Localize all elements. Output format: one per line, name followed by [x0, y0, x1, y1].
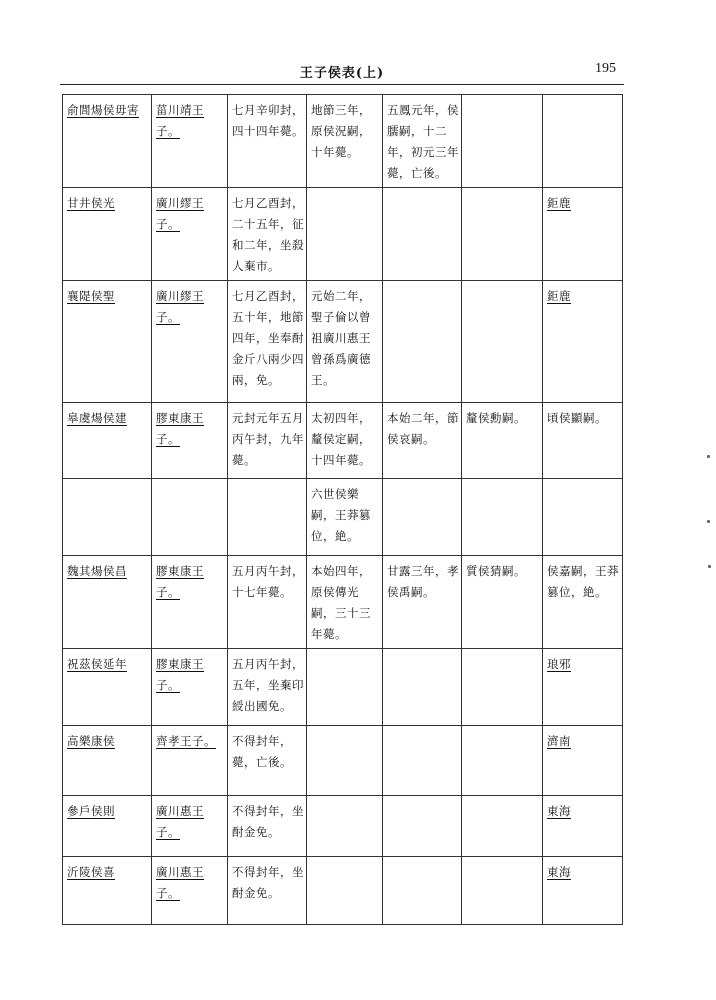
cell-text: 六世侯樂嗣，王莽篡位，絶。 — [311, 487, 371, 543]
table-cell — [63, 403, 152, 479]
table-cell — [228, 726, 307, 796]
lineage-text: 膠東康王子。 — [156, 657, 204, 692]
table-cell — [152, 479, 228, 556]
table-cell — [307, 479, 383, 556]
table-cell — [543, 556, 623, 649]
marquis-table — [62, 94, 623, 925]
scan-speck — [708, 565, 711, 568]
page-header — [62, 58, 622, 84]
cell-text: 頃侯顯嗣。 — [547, 411, 607, 425]
table-cell — [152, 649, 228, 726]
table-cell — [152, 796, 228, 857]
table-cell — [543, 403, 623, 479]
table-cell — [462, 188, 543, 281]
page-number: 195 — [595, 61, 616, 76]
table-cell — [63, 188, 152, 281]
marquis-name: 襄隄侯聖 — [67, 289, 115, 303]
marquis-name: 甘井侯光 — [67, 196, 115, 210]
table-cell — [543, 188, 623, 281]
table-cell — [383, 281, 462, 403]
header-rule — [60, 84, 624, 85]
scan-speck — [707, 455, 710, 458]
cell-text: 七月乙酉封，二十五年，征和二年，坐殺人棄市。 — [232, 196, 304, 273]
table-cell — [63, 281, 152, 403]
cell-text: 五月丙午封，十七年薨。 — [232, 564, 304, 599]
table-cell — [462, 649, 543, 726]
commandery-text: 鉅鹿 — [547, 196, 571, 210]
table-cell — [63, 479, 152, 556]
table-row — [63, 188, 623, 281]
marquis-name: 參戶侯則 — [67, 804, 115, 818]
cell-text: 侯嘉嗣，王莽篡位，絶。 — [547, 564, 619, 599]
table-cell — [228, 857, 307, 925]
table-cell — [152, 556, 228, 649]
cell-text: 元始二年，聖子倫以曾祖廣川惠王曾孫爲廣德王。 — [311, 289, 371, 387]
cell-text: 地節三年，原侯況嗣，十年薨。 — [311, 103, 371, 159]
table-cell — [543, 95, 623, 188]
lineage-text: 廣川繆王子。 — [156, 196, 204, 231]
table-row — [63, 796, 623, 857]
table-cell — [462, 479, 543, 556]
table-cell — [152, 857, 228, 925]
table-cell — [462, 726, 543, 796]
table-cell — [307, 796, 383, 857]
lineage-text: 膠東康王子。 — [156, 564, 204, 599]
table-cell — [543, 281, 623, 403]
marquis-name: 高樂康侯 — [67, 734, 115, 748]
lineage-text: 膠東康王子。 — [156, 411, 204, 446]
table-cell — [228, 188, 307, 281]
table-row — [63, 479, 623, 556]
cell-text: 元封元年五月丙午封，九年薨。 — [232, 411, 304, 467]
table-cell — [63, 796, 152, 857]
table-cell — [307, 556, 383, 649]
table-cell — [228, 281, 307, 403]
table-cell — [383, 188, 462, 281]
table-cell — [462, 556, 543, 649]
table-cell — [152, 188, 228, 281]
table-cell — [383, 857, 462, 925]
table-cell — [307, 403, 383, 479]
scan-speck — [707, 520, 710, 523]
table-cell — [543, 649, 623, 726]
table-cell — [63, 649, 152, 726]
table-cell — [228, 556, 307, 649]
commandery-text: 東海 — [547, 865, 571, 879]
table-cell — [152, 726, 228, 796]
cell-text: 不得封年，薨，亡後。 — [232, 734, 292, 769]
table-cell — [383, 726, 462, 796]
table-cell — [543, 726, 623, 796]
cell-text: 五月丙午封，五年，坐棄印綬出國免。 — [232, 657, 304, 713]
table-cell — [63, 95, 152, 188]
cell-text: 不得封年，坐酎金免。 — [232, 804, 304, 839]
table-cell — [543, 796, 623, 857]
commandery-text: 東海 — [547, 804, 571, 818]
table-row — [63, 403, 623, 479]
table-cell — [307, 188, 383, 281]
table-cell — [307, 281, 383, 403]
marquis-name: 皋虞煬侯建 — [67, 411, 127, 425]
lineage-text: 廣川繆王子。 — [156, 289, 204, 324]
marquis-name: 祝茲侯延年 — [67, 657, 127, 671]
table-cell — [63, 857, 152, 925]
table-row — [63, 281, 623, 403]
table-cell — [383, 403, 462, 479]
lineage-text: 廣川惠王子。 — [156, 804, 204, 839]
table-cell — [462, 796, 543, 857]
cell-text: 質侯猜嗣。 — [466, 564, 526, 578]
table-row — [63, 857, 623, 925]
table-cell — [307, 649, 383, 726]
table-cell — [383, 796, 462, 857]
cell-text: 甘露三年，孝侯禹嗣。 — [387, 564, 459, 599]
page-title: 王子侯表(上) — [299, 66, 385, 81]
table-cell — [383, 479, 462, 556]
commandery-text: 琅邪 — [547, 657, 571, 671]
cell-text: 不得封年，坐酎金免。 — [232, 865, 304, 900]
table-row — [63, 556, 623, 649]
cell-text: 本始四年，原侯傳光嗣，三十三年薨。 — [311, 564, 371, 641]
table-cell — [228, 796, 307, 857]
table-cell — [228, 479, 307, 556]
table-cell — [383, 556, 462, 649]
table-cell — [307, 726, 383, 796]
marquis-name: 沂陵侯喜 — [67, 865, 115, 879]
table-cell — [543, 479, 623, 556]
table-cell — [228, 649, 307, 726]
table-cell — [307, 857, 383, 925]
table-cell — [152, 95, 228, 188]
cell-text: 本始二年，節侯哀嗣。 — [387, 411, 459, 446]
marquis-name: 俞閭煬侯毋害 — [67, 103, 139, 117]
table-cell — [228, 403, 307, 479]
table-cell — [462, 95, 543, 188]
cell-text: 太初四年，釐侯定嗣，十四年薨。 — [311, 411, 371, 467]
table-row — [63, 95, 623, 188]
table-row — [63, 649, 623, 726]
cell-text: 釐侯勳嗣。 — [466, 411, 526, 425]
table-cell — [543, 857, 623, 925]
table-cell — [383, 95, 462, 188]
cell-text: 七月辛卯封，四十四年薨。 — [232, 103, 304, 138]
table-cell — [63, 726, 152, 796]
table-cell — [383, 649, 462, 726]
table-cell — [307, 95, 383, 188]
cell-text: 五鳳元年，侯臑嗣，十二年，初元三年薨，亡後。 — [387, 103, 459, 180]
lineage-text: 廣川惠王子。 — [156, 865, 204, 900]
table-cell — [228, 95, 307, 188]
lineage-text: 菑川靖王子。 — [156, 103, 204, 138]
table-cell — [462, 857, 543, 925]
table-cell — [63, 556, 152, 649]
cell-text: 七月乙酉封，五十年，地節四年，坐奉酎金斤八兩少四兩，免。 — [232, 289, 304, 387]
commandery-text: 濟南 — [547, 734, 571, 748]
lineage-text: 齊孝王子。 — [156, 734, 216, 748]
table-cell — [462, 403, 543, 479]
table-cell — [462, 281, 543, 403]
commandery-text: 鉅鹿 — [547, 289, 571, 303]
table-row — [63, 726, 623, 796]
table-cell — [152, 403, 228, 479]
marquis-name: 魏其煬侯昌 — [67, 564, 127, 578]
table-cell — [152, 281, 228, 403]
